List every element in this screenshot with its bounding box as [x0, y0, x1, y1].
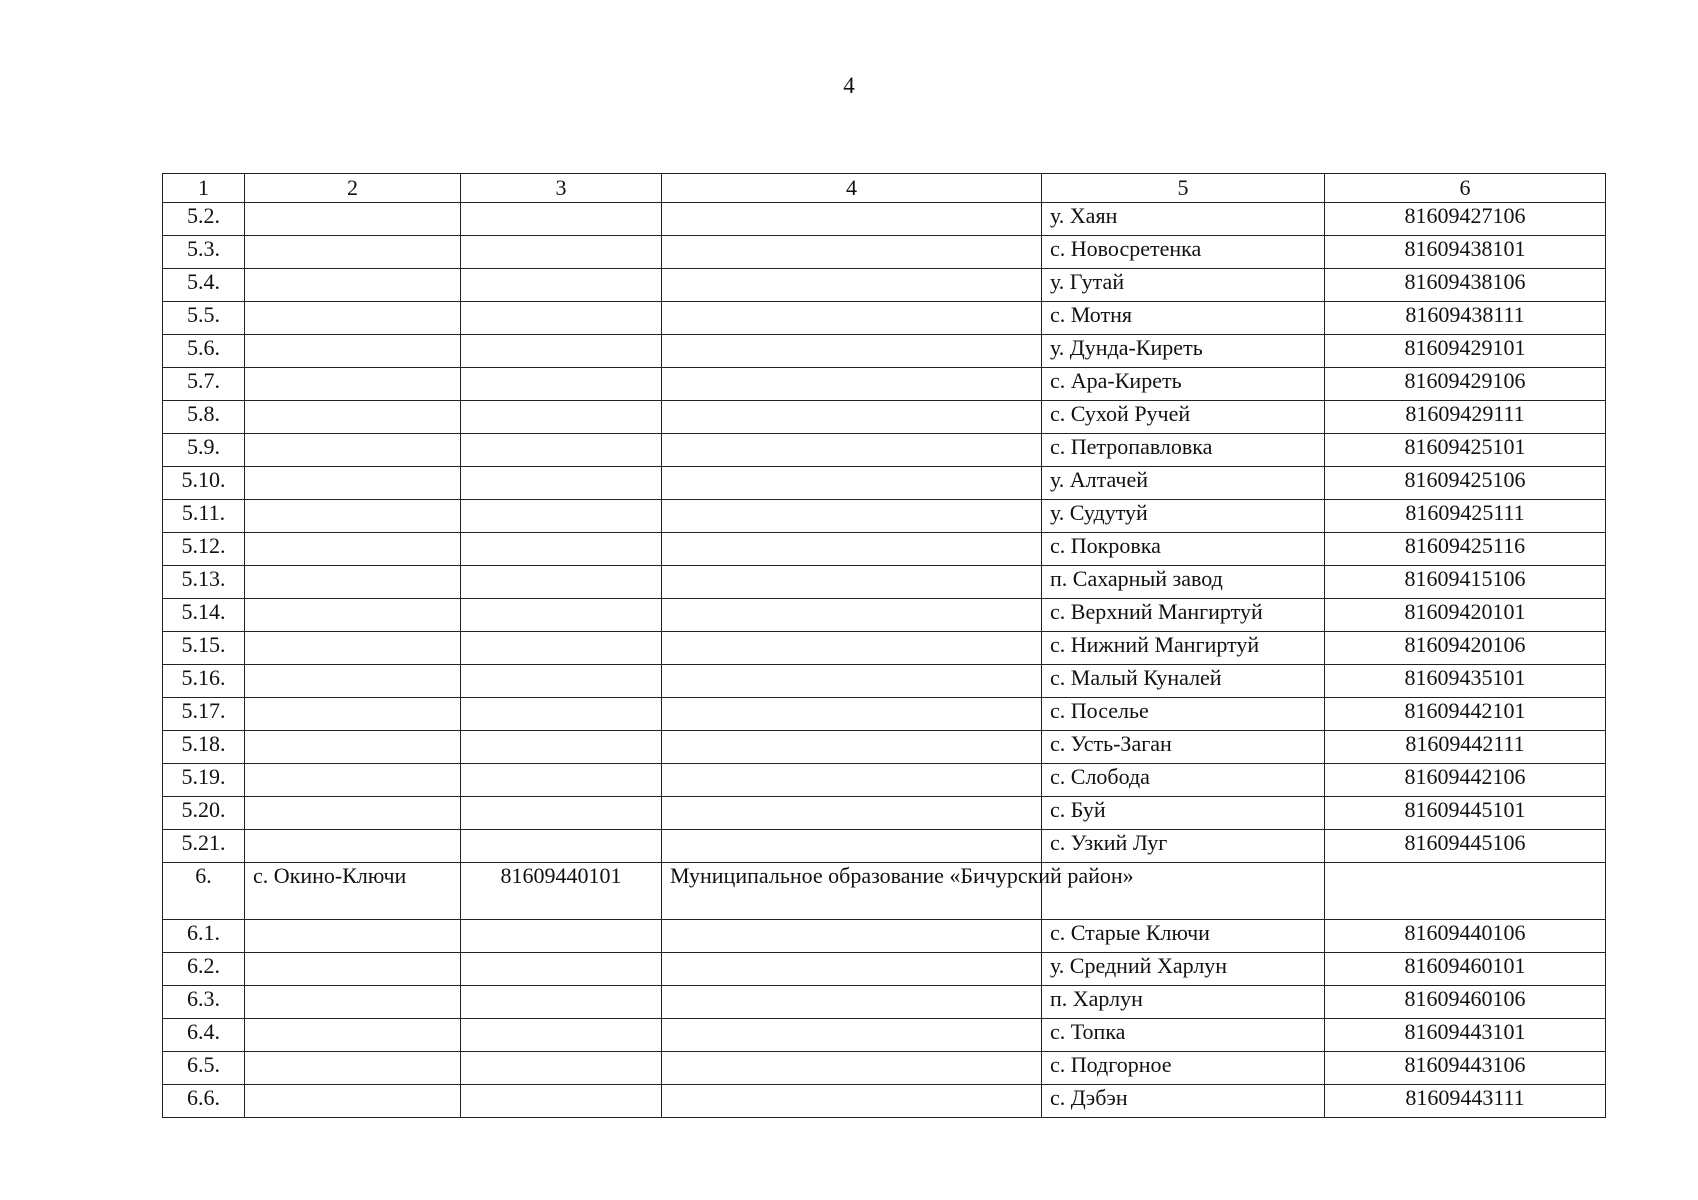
row-number-cell: 6.3. [163, 986, 245, 1019]
settlement-center-cell [245, 533, 461, 566]
settlement-code-cell: 81609443111 [1325, 1085, 1606, 1118]
settlement-center-cell [245, 203, 461, 236]
settlement-code-cell: 81609420106 [1325, 632, 1606, 665]
row-number-cell: 5.3. [163, 236, 245, 269]
settlement-name-cell: с. Буй [1042, 797, 1325, 830]
settlement-name-cell: с. Мотня [1042, 302, 1325, 335]
row-number-cell: 5.2. [163, 203, 245, 236]
settlement-name-cell: п. Сахарный завод [1042, 566, 1325, 599]
settlement-name-cell: с. Петропавловка [1042, 434, 1325, 467]
settlement-name-cell: с. Топка [1042, 1019, 1325, 1052]
settlement-center-cell [245, 731, 461, 764]
settlement-name-cell: у. Гутай [1042, 269, 1325, 302]
municipality-cell [662, 920, 1042, 953]
settlement-name-cell: с. Дэбэн [1042, 1085, 1325, 1118]
table-row [163, 764, 1606, 797]
row-number-cell: 5.10. [163, 467, 245, 500]
center-code-cell [461, 698, 662, 731]
settlement-name-cell: п. Харлун [1042, 986, 1325, 1019]
row-number-cell: 5.13. [163, 566, 245, 599]
settlement-name-cell: с. Подгорное [1042, 1052, 1325, 1085]
settlement-name-cell: с. Узкий Луг [1042, 830, 1325, 863]
settlement-name-cell: с. Покровка [1042, 533, 1325, 566]
center-code-cell [461, 953, 662, 986]
table-row [163, 368, 1606, 401]
center-code-cell [461, 368, 662, 401]
settlement-code-cell: 81609445101 [1325, 797, 1606, 830]
column-header-4: 4 [662, 174, 1042, 203]
table-row [163, 1052, 1606, 1085]
settlement-center-cell [245, 632, 461, 665]
center-code-cell [461, 920, 662, 953]
municipality-cell [662, 401, 1042, 434]
settlement-name-cell: у. Алтачей [1042, 467, 1325, 500]
settlement-center-cell [245, 1052, 461, 1085]
table-row [163, 500, 1606, 533]
table-row [163, 599, 1606, 632]
center-code-cell [461, 599, 662, 632]
settlement-code-cell: 81609440106 [1325, 920, 1606, 953]
center-code-cell: 81609440101 [461, 863, 662, 920]
table-body [163, 203, 1606, 1118]
row-number-cell: 5.21. [163, 830, 245, 863]
center-code-cell [461, 269, 662, 302]
settlement-center-cell [245, 920, 461, 953]
row-number-cell: 5.18. [163, 731, 245, 764]
municipality-cell [662, 467, 1042, 500]
center-code-cell [461, 335, 662, 368]
settlement-center-cell [245, 434, 461, 467]
table-row [163, 863, 1606, 920]
table-row [163, 434, 1606, 467]
table-row [163, 830, 1606, 863]
settlement-name-cell: у. Средний Харлун [1042, 953, 1325, 986]
table-row [163, 401, 1606, 434]
row-number-cell: 6.5. [163, 1052, 245, 1085]
center-code-cell [461, 797, 662, 830]
settlement-code-cell: 81609443101 [1325, 1019, 1606, 1052]
settlements-table [162, 173, 1606, 1118]
settlement-code-cell: 81609425116 [1325, 533, 1606, 566]
row-number-cell: 5.4. [163, 269, 245, 302]
table-row [163, 533, 1606, 566]
municipality-cell [662, 1085, 1042, 1118]
center-code-cell [461, 236, 662, 269]
municipality-cell [662, 500, 1042, 533]
settlement-center-cell [245, 830, 461, 863]
settlement-name-cell: с. Нижний Мангиртуй [1042, 632, 1325, 665]
settlement-center-cell [245, 401, 461, 434]
settlement-center-cell [245, 467, 461, 500]
settlement-name-cell: с. Усть-Заган [1042, 731, 1325, 764]
center-code-cell [461, 401, 662, 434]
settlement-name-cell: с. Малый Куналей [1042, 665, 1325, 698]
settlement-code-cell: 81609438101 [1325, 236, 1606, 269]
row-number-cell: 5.17. [163, 698, 245, 731]
row-number-cell: 6.1. [163, 920, 245, 953]
table-header [163, 174, 1606, 203]
settlement-name-cell: у. Дунда-Киреть [1042, 335, 1325, 368]
municipality-cell [662, 830, 1042, 863]
settlement-center-cell [245, 335, 461, 368]
municipality-cell [662, 533, 1042, 566]
center-code-cell [461, 986, 662, 1019]
settlement-code-cell: 81609425106 [1325, 467, 1606, 500]
table-row [163, 953, 1606, 986]
municipality-cell: Муниципальное образование «Бичурский район» [662, 863, 1042, 920]
municipality-cell [662, 236, 1042, 269]
settlement-center-cell [245, 764, 461, 797]
row-number-cell: 5.15. [163, 632, 245, 665]
settlement-name-cell: с. Новосретенка [1042, 236, 1325, 269]
settlement-code-cell: 81609427106 [1325, 203, 1606, 236]
settlement-code-cell: 81609425101 [1325, 434, 1606, 467]
table-row [163, 797, 1606, 830]
center-code-cell [461, 533, 662, 566]
row-number-cell: 6.4. [163, 1019, 245, 1052]
municipality-cell [662, 335, 1042, 368]
table-row [163, 335, 1606, 368]
settlement-center-cell [245, 368, 461, 401]
table-row [163, 203, 1606, 236]
settlement-center-cell [245, 665, 461, 698]
settlement-name-cell: у. Судутуй [1042, 500, 1325, 533]
table-row [163, 632, 1606, 665]
row-number-cell: 5.19. [163, 764, 245, 797]
table-row [163, 698, 1606, 731]
municipality-cell [662, 665, 1042, 698]
row-number-cell: 6.2. [163, 953, 245, 986]
row-number-cell: 5.5. [163, 302, 245, 335]
center-code-cell [461, 1085, 662, 1118]
row-number-cell: 5.14. [163, 599, 245, 632]
center-code-cell [461, 665, 662, 698]
table-row [163, 269, 1606, 302]
center-code-cell [461, 500, 662, 533]
settlement-code-cell: 81609442111 [1325, 731, 1606, 764]
table-row [163, 731, 1606, 764]
settlement-center-cell [245, 236, 461, 269]
row-number-cell: 5.11. [163, 500, 245, 533]
center-code-cell [461, 1019, 662, 1052]
row-number-cell: 6. [163, 863, 245, 920]
settlement-code-cell: 81609415106 [1325, 566, 1606, 599]
center-code-cell [461, 434, 662, 467]
row-number-cell: 5.9. [163, 434, 245, 467]
settlement-center-cell [245, 797, 461, 830]
municipality-cell [662, 566, 1042, 599]
table-row [163, 986, 1606, 1019]
municipality-cell [662, 368, 1042, 401]
settlement-center-cell [245, 302, 461, 335]
settlement-name-cell: с. Верхний Мангиртуй [1042, 599, 1325, 632]
column-header-1: 1 [163, 174, 245, 203]
settlement-code-cell: 81609445106 [1325, 830, 1606, 863]
column-header-3: 3 [461, 174, 662, 203]
center-code-cell [461, 632, 662, 665]
settlement-name-cell: у. Хаян [1042, 203, 1325, 236]
settlement-code-cell: 81609429111 [1325, 401, 1606, 434]
settlement-code-cell: 81609429106 [1325, 368, 1606, 401]
row-number-cell: 5.8. [163, 401, 245, 434]
settlement-code-cell: 81609438111 [1325, 302, 1606, 335]
row-number-cell: 5.7. [163, 368, 245, 401]
center-code-cell [461, 764, 662, 797]
table-row [163, 467, 1606, 500]
row-number-cell: 5.16. [163, 665, 245, 698]
settlement-center-cell [245, 1019, 461, 1052]
municipality-cell [662, 764, 1042, 797]
municipality-cell [662, 731, 1042, 764]
settlement-name-cell: с. Сухой Ручей [1042, 401, 1325, 434]
municipality-cell [662, 434, 1042, 467]
settlement-code-cell: 81609425111 [1325, 500, 1606, 533]
settlement-name-cell: с. Поселье [1042, 698, 1325, 731]
settlement-code-cell: 81609460101 [1325, 953, 1606, 986]
municipality-cell [662, 953, 1042, 986]
settlement-center-cell [245, 953, 461, 986]
row-number-cell: 5.6. [163, 335, 245, 368]
municipality-cell [662, 1019, 1042, 1052]
center-code-cell [461, 830, 662, 863]
municipality-cell [662, 269, 1042, 302]
table-row [163, 566, 1606, 599]
municipality-cell [662, 599, 1042, 632]
center-code-cell [461, 566, 662, 599]
column-header-6: 6 [1325, 174, 1606, 203]
municipality-cell [662, 797, 1042, 830]
settlement-center-cell [245, 599, 461, 632]
row-number-cell: 5.12. [163, 533, 245, 566]
column-header-2: 2 [245, 174, 461, 203]
settlement-code-cell [1325, 863, 1606, 920]
settlement-code-cell: 81609438106 [1325, 269, 1606, 302]
table-row [163, 236, 1606, 269]
table-row [163, 1085, 1606, 1118]
settlement-center-cell [245, 986, 461, 1019]
row-number-cell: 6.6. [163, 1085, 245, 1118]
settlement-center-cell [245, 1085, 461, 1118]
settlement-code-cell: 81609460106 [1325, 986, 1606, 1019]
table-row [163, 665, 1606, 698]
center-code-cell [461, 467, 662, 500]
settlement-code-cell: 81609442101 [1325, 698, 1606, 731]
settlement-name-cell: с. Ара-Киреть [1042, 368, 1325, 401]
municipality-cell [662, 986, 1042, 1019]
municipality-cell [662, 698, 1042, 731]
settlement-name-cell: с. Старые Ключи [1042, 920, 1325, 953]
table-row [163, 302, 1606, 335]
settlement-center-cell [245, 698, 461, 731]
row-number-cell: 5.20. [163, 797, 245, 830]
settlement-name-cell: с. Слобода [1042, 764, 1325, 797]
center-code-cell [461, 1052, 662, 1085]
center-code-cell [461, 731, 662, 764]
settlement-center-cell [245, 269, 461, 302]
settlement-center-cell [245, 500, 461, 533]
settlement-code-cell: 81609442106 [1325, 764, 1606, 797]
settlement-code-cell: 81609443106 [1325, 1052, 1606, 1085]
center-code-cell [461, 302, 662, 335]
settlement-code-cell: 81609435101 [1325, 665, 1606, 698]
header-row [163, 174, 1606, 203]
municipality-cell [662, 1052, 1042, 1085]
column-header-5: 5 [1042, 174, 1325, 203]
settlement-code-cell: 81609420101 [1325, 599, 1606, 632]
table-row [163, 920, 1606, 953]
page-number: 4 [843, 73, 855, 98]
center-code-cell [461, 203, 662, 236]
settlement-center-cell [245, 566, 461, 599]
municipality-cell [662, 203, 1042, 236]
municipality-cell [662, 632, 1042, 665]
municipality-cell [662, 302, 1042, 335]
settlement-center-cell: с. Окино-Ключи [245, 863, 461, 920]
table-row [163, 1019, 1606, 1052]
settlement-code-cell: 81609429101 [1325, 335, 1606, 368]
